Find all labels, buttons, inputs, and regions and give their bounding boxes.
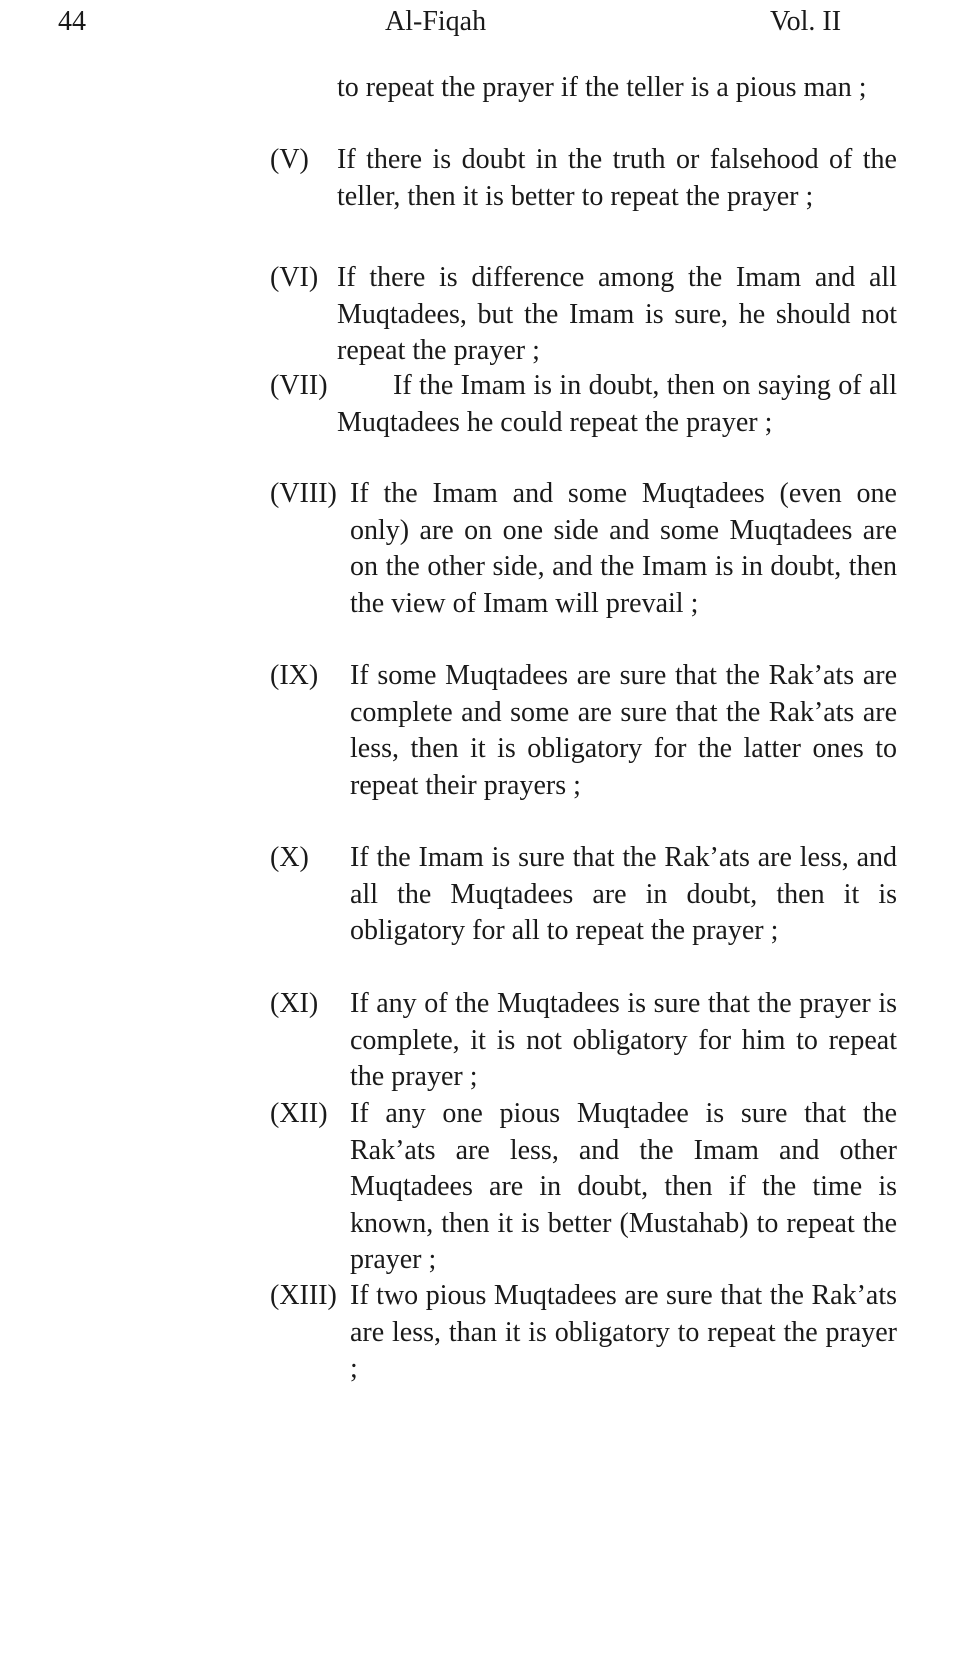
item-number-vi: (VI) [270, 262, 319, 293]
running-header [0, 2, 960, 42]
list-item-vii: If the Imam is in doubt, then on saying of all Muqtadees he could repeat the prayer ; [337, 370, 897, 438]
page-number: 44 [58, 6, 86, 37]
volume-label: Vol. II [770, 6, 842, 37]
item-number-viii: (VIII) [270, 478, 337, 509]
list-item-x: If the Imam is sure that the Rak’ats are less, and all the Muqtadees are in doubt, then it is obligatory for all to repeat the prayer ; [350, 842, 897, 946]
item-number-x: (X) [270, 842, 309, 873]
list-item-xi: If any of the Muqtadees is sure that the prayer is complete, it is not obligatory for him to repeat the prayer ; [350, 988, 897, 1092]
list-item-viii: If the Imam and some Muqtadees (even one only) are on one side and some Muqtadees are on the other side, and the Imam is in doubt, then the view of Imam will prevail ; [350, 478, 897, 619]
item-number-vii: (VII) [270, 370, 328, 401]
book-title: Al-Fiqah [385, 6, 487, 37]
item-number-v: (V) [270, 144, 309, 175]
list-item-v: If there is doubt in the truth or falsehood of the teller, then it is better to repeat the prayer ; [337, 144, 897, 212]
list-item-xii: If any one pious Muqtadee is sure that the Rak’ats are less, and the Imam and other Muqtadees are in doubt, then if the time is known, then it is better (Mustahab) to repeat the prayer ; [350, 1098, 897, 1275]
list-item-ix: If some Muqtadees are sure that the Rak’ats are complete and some are sure that the Rak’ats are less, then it is obligatory for the latter ones to repeat their prayers ; [350, 660, 897, 801]
item-number-ix: (IX) [270, 660, 319, 691]
list-item-continuation: to repeat the prayer if the teller is a pious man ; [337, 72, 867, 103]
item-number-xiii: (XIII) [270, 1280, 337, 1311]
list-item-xiii: If two pious Muqtadees are sure that the Rak’ats are less, than it is obligatory to repeat the prayer ; [350, 1280, 897, 1384]
list-item-vi: If there is difference among the Imam and all Muqtadees, but the Imam is sure, he should not repeat the prayer ; [337, 262, 897, 366]
item-number-xii: (XII) [270, 1098, 328, 1129]
item-number-xi: (XI) [270, 988, 319, 1019]
